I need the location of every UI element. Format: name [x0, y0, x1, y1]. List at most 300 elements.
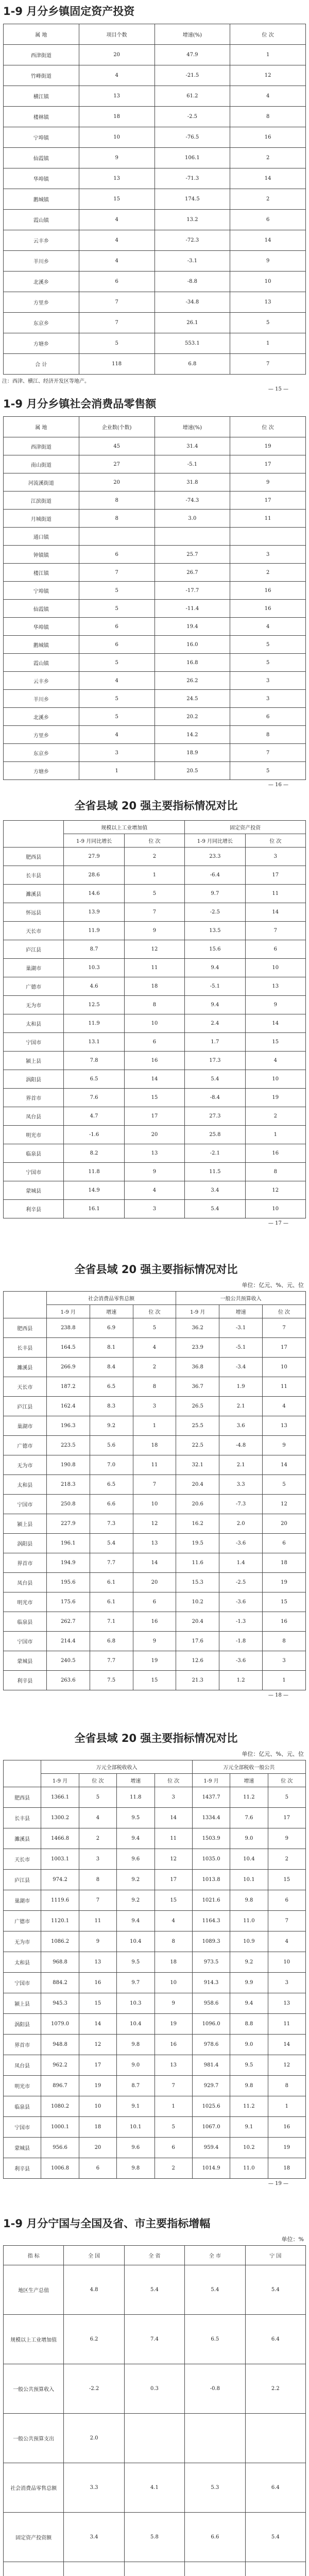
table-cell: 14: [133, 1553, 176, 1573]
row-label: 规模以上工业增加值: [4, 2315, 64, 2364]
row-label: 临泉县: [4, 1144, 64, 1163]
row-label: 无为市: [4, 1931, 41, 1952]
group-header: 万元全部税收收入: [41, 1760, 193, 1774]
table-cell: -2.5: [154, 107, 230, 127]
table-cell: 16: [230, 582, 306, 600]
table-cell: 19.5: [176, 1534, 219, 1553]
table-row: [4, 1318, 306, 1338]
table-cell: 27.3: [185, 1107, 245, 1126]
table-cell: 9: [263, 1436, 306, 1455]
row-label: 云丰乡: [4, 230, 79, 251]
table-cell: 20: [79, 473, 154, 492]
table-cell: 16: [268, 2117, 305, 2138]
table-row: [4, 2117, 306, 2138]
table-cell: 26.1: [154, 313, 230, 333]
table-cell: 1: [230, 333, 306, 354]
table-row: [4, 189, 306, 210]
table-cell: 9.5: [230, 2055, 268, 2076]
table-cell: -2.5: [185, 903, 245, 922]
table-cell: 1067.0: [192, 2117, 230, 2138]
table-cell: 9: [154, 1993, 192, 2014]
row-label: 宁埠镇: [4, 582, 79, 600]
column-header: 位 次: [133, 1305, 176, 1318]
table-cell: 19: [79, 2076, 116, 2096]
table-cell: 5: [79, 1787, 116, 1808]
table-cell: 9.0: [230, 2035, 268, 2055]
column-header: 企业数(个数): [79, 417, 154, 437]
table-cell: 20: [79, 2138, 116, 2158]
table-cell: 195.6: [46, 1573, 90, 1592]
table-cell: 14: [230, 168, 306, 189]
table-cell: 6.1: [90, 1592, 133, 1612]
table-cell: 6: [263, 1534, 306, 1553]
table-cell: 7.6: [64, 1089, 124, 1107]
table-note: 注：西津、横江、经济开发区等地产。: [2, 379, 90, 384]
table-cell: 12: [230, 65, 306, 86]
table-cell: 5: [79, 708, 154, 726]
table-cell: 16: [230, 127, 306, 148]
table-cell: 9.2: [117, 1870, 154, 1890]
column-header: 1-9 月: [176, 1305, 219, 1318]
table-cell: [124, 2414, 184, 2463]
table-row: [4, 690, 306, 708]
group-header: 社会消费品零售总额: [46, 1292, 176, 1305]
row-label: 钟镇镇: [4, 546, 79, 564]
table-row: [4, 582, 306, 600]
group-header: 万元全部税收一般公共: [192, 1760, 305, 1774]
table-cell: 11.8: [117, 1787, 154, 1808]
table-row: [4, 127, 306, 148]
row-label: 濉溪县: [4, 1358, 47, 1377]
table-cell: 3: [79, 744, 154, 762]
table-cell: 5.4: [185, 1200, 245, 1218]
table-cell: 9: [124, 922, 184, 940]
table-cell: -8.4: [185, 1089, 245, 1107]
table-cell: 19: [230, 437, 306, 455]
row-label: 楼林镇: [4, 107, 79, 127]
table-row: [4, 313, 306, 333]
table-cell: 3: [230, 690, 306, 708]
row-label: 涡阳县: [4, 1070, 64, 1089]
table-cell: 4: [124, 1181, 184, 1200]
table-row: [4, 528, 306, 546]
table-row: [4, 1163, 306, 1181]
table-cell: 20.4: [176, 1612, 219, 1632]
row-label: 宁国市: [4, 2117, 41, 2138]
table-cell: 10: [79, 127, 154, 148]
table-cell: 2: [79, 1828, 116, 1849]
table-cell: 959.4: [192, 2138, 230, 2158]
table-cell: 15.6: [185, 940, 245, 959]
row-label: 临泉县: [4, 2096, 41, 2117]
table-cell: 10.2: [230, 2138, 268, 2158]
table: [3, 1760, 306, 2179]
table-cell: 6.9: [90, 1318, 133, 1338]
table-cell: 10: [230, 272, 306, 292]
table-cell: -2.1: [185, 1144, 245, 1163]
row-label: 月城街道: [4, 510, 79, 528]
table-row: [4, 996, 306, 1014]
table-cell: 6: [79, 546, 154, 564]
table-row: [4, 251, 306, 272]
table-cell: 1.7: [185, 1033, 245, 1052]
table-cell: 5: [230, 313, 306, 333]
table-cell: 8: [154, 1931, 192, 1952]
table-cell: 4: [79, 230, 154, 251]
table-cell: 7.7: [90, 1651, 133, 1671]
table-cell: 5: [263, 1475, 306, 1495]
table-cell: 12: [268, 2055, 305, 2076]
table-cell: 8: [79, 492, 154, 510]
table-row: [4, 1973, 306, 1993]
page-number: — 15 —: [268, 386, 288, 392]
table-cell: 262.7: [46, 1612, 90, 1632]
table-cell: 26.5: [176, 1397, 219, 1416]
table-cell: 8: [230, 107, 306, 127]
table-cell: 12.5: [64, 996, 124, 1014]
table-cell: 13: [124, 1144, 184, 1163]
row-label: 宁国市: [4, 1973, 41, 1993]
row-label: 北溪乡: [4, 272, 79, 292]
row-label: 界首市: [4, 1089, 64, 1107]
table-cell: -5.1: [219, 1338, 263, 1358]
table-cell: 9.7: [185, 885, 245, 903]
row-label: 巢湖市: [4, 1416, 47, 1436]
table-cell: 10.3: [117, 1993, 154, 2014]
table-row: [4, 1416, 306, 1436]
table-cell: 5.4: [245, 2513, 305, 2562]
row-label: 宁国市: [4, 1163, 64, 1181]
table-row: [4, 1592, 306, 1612]
table-cell: 9.1: [117, 2096, 154, 2117]
table-cell: 17: [245, 866, 305, 885]
table-cell: 13: [263, 1416, 306, 1436]
table-cell: 14: [245, 903, 305, 922]
row-label: 怀远县: [4, 903, 64, 922]
table-cell: 2: [230, 189, 306, 210]
table-cell: 13: [133, 1534, 176, 1553]
table-cell: 1079.0: [41, 2014, 79, 2035]
table-cell: 956.6: [41, 2138, 79, 2158]
table-cell: 9: [79, 148, 154, 168]
table-cell: 1096.0: [192, 2014, 230, 2035]
section-county-top20-retail: [0, 1261, 309, 1698]
table-row: [4, 2035, 306, 2055]
table-cell: 9.2: [117, 1890, 154, 1911]
table-cell: 5.4: [185, 1070, 245, 1089]
table-cell: 10: [245, 1200, 305, 1218]
table-cell: 9: [230, 251, 306, 272]
column-header: 1-9 月同比增长: [185, 834, 245, 848]
table-cell: 9.2: [90, 1416, 133, 1436]
table-cell: 11: [263, 1377, 306, 1397]
table-cell: -3.4: [219, 1358, 263, 1377]
table-cell: 36.7: [176, 1377, 219, 1397]
unit-note: 单位：%: [281, 2236, 304, 2243]
table-cell: 61.2: [154, 86, 230, 107]
table-cell: 2.2: [245, 2364, 305, 2414]
table-cell: 10.4: [117, 1931, 154, 1952]
table-cell: 19: [263, 1573, 306, 1592]
table-row: [4, 1849, 306, 1870]
table-cell: 20: [263, 1514, 306, 1534]
table-cell: 9.8: [230, 1890, 268, 1911]
column-header: 1-9 月: [46, 1305, 90, 1318]
table-cell: 0.3: [124, 2364, 184, 2414]
table-cell: 6.5: [64, 1070, 124, 1089]
table-cell: 19: [268, 2138, 305, 2158]
table-cell: 1300.2: [41, 1808, 79, 1828]
table-row: [4, 672, 306, 690]
table-cell: -3.6: [219, 1651, 263, 1671]
table-cell: 36.8: [176, 1358, 219, 1377]
table-cell: -4.8: [219, 1436, 263, 1455]
column-header: 1-9 月: [192, 1774, 230, 1787]
table-cell: 266.9: [46, 1358, 90, 1377]
table-cell: 5: [124, 885, 184, 903]
table-cell: [185, 2414, 245, 2463]
table-cell: -3.1: [154, 251, 230, 272]
section-title: 全省县域 20 强主要指标情况对比: [74, 1732, 238, 1744]
table-cell: 20.5: [154, 762, 230, 780]
row-label: 利辛县: [4, 1671, 47, 1690]
table-cell: 20.2: [154, 708, 230, 726]
table-row: [4, 1952, 306, 1973]
table-row: [4, 1144, 306, 1163]
table-cell: 13.5: [185, 922, 245, 940]
table-cell: 6.5: [90, 1475, 133, 1495]
row-label: 通口镇: [4, 528, 79, 546]
table-cell: 8: [124, 996, 184, 1014]
group-header: 一般公共预算收入: [176, 1292, 306, 1305]
table-cell: 5: [230, 654, 306, 672]
table-cell: 174.5: [154, 189, 230, 210]
table-cell: 23.9: [176, 1338, 219, 1358]
row-label: [4, 2562, 64, 2576]
table-cell: 6.5: [90, 1377, 133, 1397]
row-label: 东京乡: [4, 744, 79, 762]
table-cell: 3.0: [154, 510, 230, 528]
row-label: 长丰县: [4, 866, 64, 885]
table-cell: 16.2: [176, 1514, 219, 1534]
table-cell: 4.7: [64, 1107, 124, 1126]
table-cell: 175.6: [46, 1592, 90, 1612]
table-cell: 5: [230, 762, 306, 780]
table: [3, 2245, 306, 2576]
row-label: 濉溪县: [4, 885, 64, 903]
table-cell: 6: [79, 618, 154, 636]
table-cell: 8.7: [64, 940, 124, 959]
table-cell: 10: [263, 1358, 306, 1377]
table-cell: 106.1: [154, 148, 230, 168]
table-row: [4, 564, 306, 582]
table-cell: 45: [79, 437, 154, 455]
table-cell: 11.9: [64, 922, 124, 940]
table-cell: 14: [124, 1070, 184, 1089]
table-cell: 12: [245, 1181, 305, 1200]
table-cell: [124, 2562, 184, 2576]
table-cell: 4: [79, 65, 154, 86]
table-cell: 1334.4: [192, 1808, 230, 1828]
table-row: [4, 2138, 306, 2158]
table-row: [4, 726, 306, 744]
table-cell: 13: [230, 292, 306, 313]
table-cell: -11.4: [154, 600, 230, 618]
table-cell: 13: [268, 1993, 305, 2014]
table-cell: 16: [230, 600, 306, 618]
row-label: 华埠镇: [4, 618, 79, 636]
table-cell: 16: [133, 1612, 176, 1632]
table-cell: 1021.6: [192, 1890, 230, 1911]
table-cell: 9: [268, 1828, 305, 1849]
table-cell: 196.3: [46, 1416, 90, 1436]
table-row: [4, 546, 306, 564]
table-cell: 2.0: [64, 2414, 124, 2463]
table-cell: 4: [79, 251, 154, 272]
table-row: [4, 1089, 306, 1107]
table-cell: -6.4: [185, 866, 245, 885]
row-label: 长丰县: [4, 1338, 47, 1358]
table-cell: 7: [154, 2076, 192, 2096]
table-row: [4, 762, 306, 780]
table-cell: 8: [79, 1870, 116, 1890]
table-cell: 10.4: [230, 1849, 268, 1870]
row-label: 凤台县: [4, 1107, 64, 1126]
table-cell: 8: [245, 1163, 305, 1181]
table-cell: 6.4: [245, 2463, 305, 2513]
table-cell: 7: [230, 354, 306, 375]
row-label: 明光市: [4, 2076, 41, 2096]
table-cell: 8.2: [64, 1144, 124, 1163]
table-cell: 17: [230, 492, 306, 510]
table-cell: 16.8: [154, 654, 230, 672]
column-header: 全 国: [64, 2246, 124, 2265]
table-cell: 17: [263, 1338, 306, 1358]
row-label: 仙霞镇: [4, 600, 79, 618]
corner-cell: [4, 821, 64, 848]
table-cell: 6.6: [90, 1495, 133, 1514]
table-cell: 11.8: [64, 1163, 124, 1181]
row-label: 蒙城县: [4, 1651, 47, 1671]
table-row: [4, 618, 306, 636]
table-row: [4, 1495, 306, 1514]
table-cell: [64, 2562, 124, 2576]
table-cell: 13: [154, 2055, 192, 2076]
row-label: 西津街道: [4, 45, 79, 65]
table-cell: 10: [245, 959, 305, 977]
table-cell: 9.8: [117, 2035, 154, 2055]
table-cell: 1503.9: [192, 1828, 230, 1849]
row-label: 西津街道: [4, 437, 79, 455]
table-cell: 6: [230, 708, 306, 726]
table-row: [4, 940, 306, 959]
table-cell: 5.6: [90, 1436, 133, 1455]
table-cell: 11.9: [64, 1014, 124, 1033]
table-cell: 1: [79, 762, 154, 780]
table-cell: -5.1: [185, 977, 245, 996]
table-cell: 9.4: [117, 1828, 154, 1849]
table-cell: -2.2: [64, 2364, 124, 2414]
table-cell: 2: [124, 848, 184, 866]
table-cell: 11.5: [185, 1163, 245, 1181]
table-cell: 6.8: [154, 354, 230, 375]
corner-cell: [4, 1760, 41, 1787]
section-county-top20-tax: [0, 1730, 309, 2187]
table-cell: 20: [124, 1126, 184, 1144]
table-cell: 20.6: [176, 1495, 219, 1514]
table-cell: 929.7: [192, 2076, 230, 2096]
table-cell: 1437.7: [192, 1787, 230, 1808]
table-cell: 2.1: [219, 1397, 263, 1416]
table-cell: 18: [133, 1436, 176, 1455]
row-label: 太和县: [4, 1952, 41, 1973]
table-row: [4, 959, 306, 977]
table-cell: 5: [79, 654, 154, 672]
table-cell: 25.8: [185, 1126, 245, 1144]
table-row: [4, 922, 306, 940]
table-cell: 6.2: [64, 2315, 124, 2364]
row-label: 无为市: [4, 1455, 47, 1475]
table-cell: -74.3: [154, 492, 230, 510]
table-cell: 962.2: [41, 2055, 79, 2076]
column-header: 增速(%): [154, 24, 230, 45]
table-cell: 13.9: [64, 903, 124, 922]
table-cell: 16.0: [154, 636, 230, 654]
table-cell: 4.1: [124, 2463, 184, 2513]
row-label: 河流溪街道: [4, 473, 79, 492]
table-cell: 223.5: [46, 1436, 90, 1455]
table-cell: [185, 2562, 245, 2576]
table-cell: 15.3: [176, 1573, 219, 1592]
table-cell: 4: [268, 1931, 305, 1952]
table-cell: 5: [79, 600, 154, 618]
table-cell: 9.1: [230, 2117, 268, 2138]
table-cell: 1: [245, 1126, 305, 1144]
table-row: [4, 1808, 306, 1828]
table-cell: 3: [124, 1200, 184, 1218]
table-cell: 27.9: [64, 848, 124, 866]
table-cell: 4: [133, 1338, 176, 1358]
table-row: [4, 1436, 306, 1455]
table-cell: 9.9: [230, 1973, 268, 1993]
column-header: 1-9 月: [41, 1774, 79, 1787]
table-cell: 10: [79, 2096, 116, 2117]
table-cell: 1.4: [219, 1553, 263, 1573]
table-cell: 6: [245, 940, 305, 959]
table-cell: 12: [133, 1514, 176, 1534]
table-cell: 13: [79, 168, 154, 189]
table-cell: 11.6: [176, 1553, 219, 1573]
table-cell: 16: [124, 1052, 184, 1070]
row-label: 蒙城县: [4, 1181, 64, 1200]
table-cell: 6.6: [185, 2513, 245, 2562]
table-cell: 1086.2: [41, 1931, 79, 1952]
page-number: — 18 —: [268, 1692, 288, 1698]
table-cell: 24.5: [154, 690, 230, 708]
table-cell: 4: [263, 1397, 306, 1416]
table-cell: 11: [124, 959, 184, 977]
table-cell: 7.0: [90, 1455, 133, 1475]
row-label: 肥西县: [4, 848, 64, 866]
table-cell: 1006.8: [41, 2158, 79, 2179]
table-cell: 3: [245, 848, 305, 866]
table: [3, 416, 306, 780]
table-row: [4, 2014, 306, 2035]
table-row: [4, 1358, 306, 1377]
table-row: [4, 86, 306, 107]
table-cell: -3.6: [219, 1534, 263, 1553]
table-cell: 31.4: [154, 437, 230, 455]
